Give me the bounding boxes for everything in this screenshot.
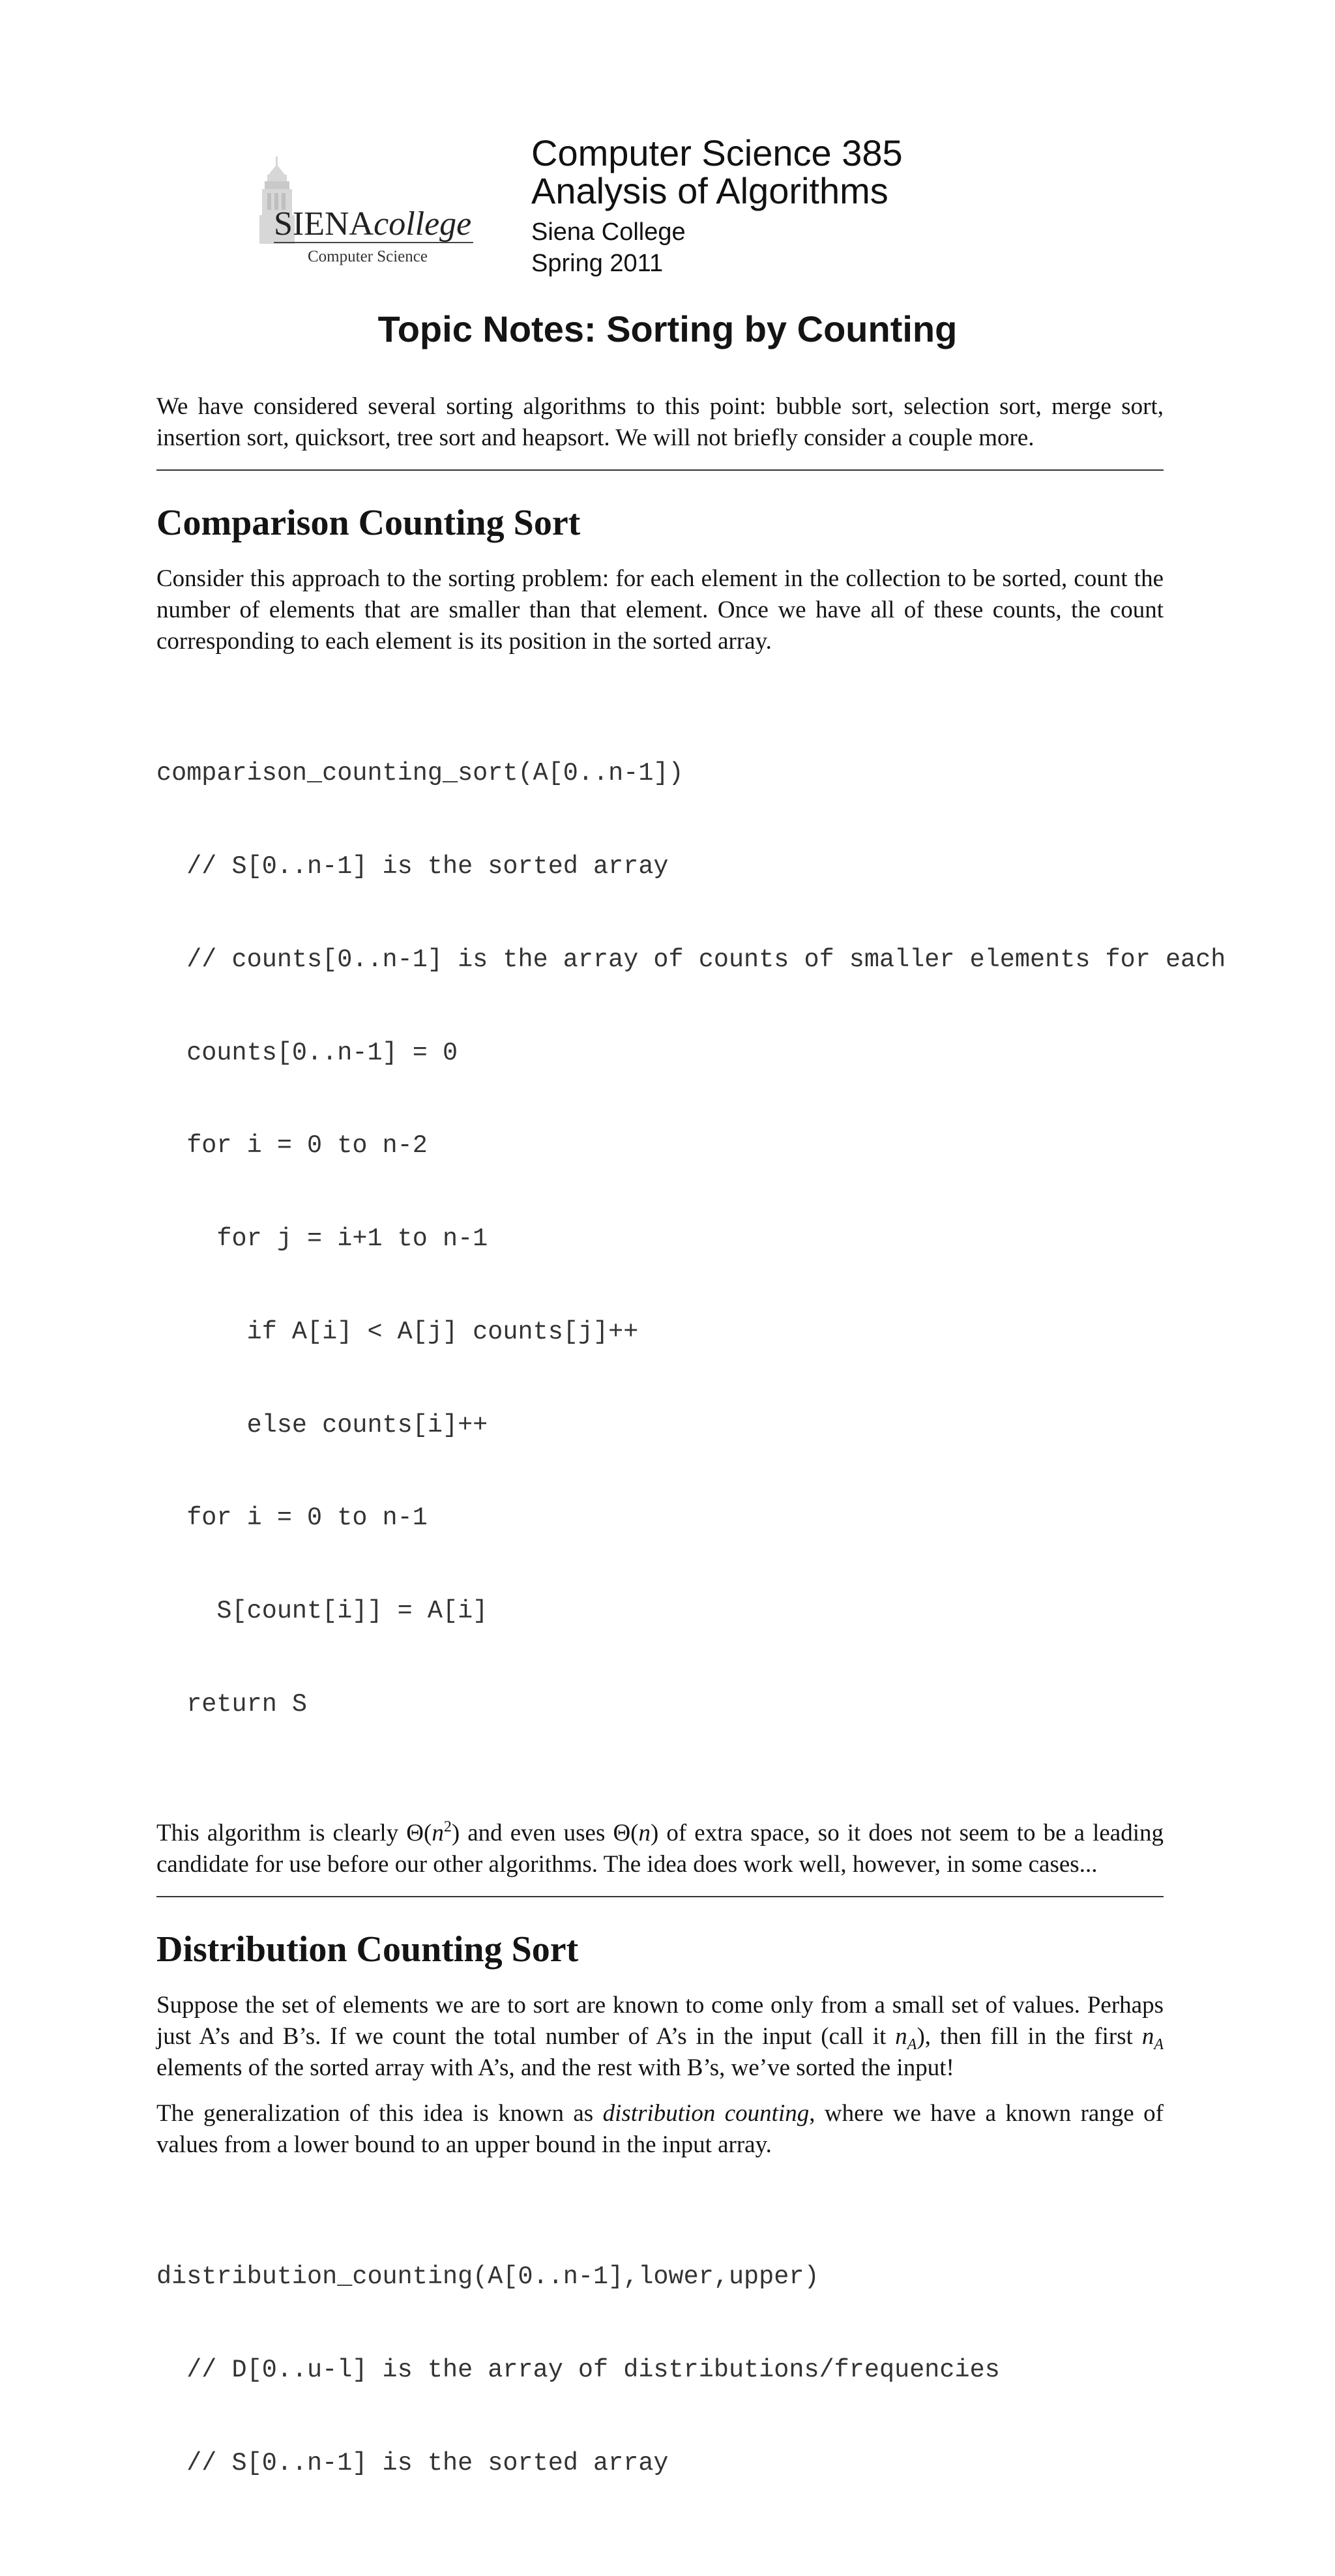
siena-college-logo bbox=[254, 156, 482, 274]
logo-name: SIENA bbox=[274, 205, 374, 243]
code-line: // S[0..n-1] is the sorted array bbox=[156, 851, 669, 881]
text-run: elements of the sorted array with A’s, and the rest with B’s, we’ve sorted the input! bbox=[156, 2054, 954, 2081]
logo-name-italic: college bbox=[374, 205, 472, 243]
complexity-paragraph: This algorithm is clearly $\Theta(n^2)$ and even uses Θ(n) of extra space, so it does not seem to be a leading candidate for use before our other algorithms. The idea does work well, however, in some cases... bbox=[156, 1818, 1164, 1878]
code-line: return S bbox=[156, 1690, 308, 1719]
theta-symbol: Θ bbox=[406, 1819, 424, 1846]
comparison-paragraph: Consider this approach to the sorting problem: for each element in the collection to be sorted, count the number of elements that are smaller than that element. Once we have all of these counts, the count corresponding to each element is its position in the sorted array. bbox=[156, 565, 1164, 655]
distribution-paragraph-1 bbox=[156, 1990, 1164, 2084]
code-line: distribution_counting(A[0..n-1],lower,upper) bbox=[156, 2262, 819, 2291]
text-run: , where we have a known range of values from a lower bound to an upper bound in the input array. bbox=[156, 2099, 1164, 2158]
theta-symbol: Θ bbox=[613, 1819, 631, 1846]
emphasis-term: distribution counting bbox=[602, 2099, 810, 2127]
code-line: if A[i] < A[j] counts[j]++ bbox=[156, 1317, 639, 1346]
math-n: n bbox=[638, 1819, 651, 1846]
text-run: and even uses bbox=[460, 1819, 613, 1846]
text-run: The generalization of this idea is known as bbox=[156, 2099, 603, 2127]
code-line: for j = i+1 to n-1 bbox=[156, 1224, 488, 1254]
math-exponent: 2 bbox=[443, 1818, 452, 1835]
code-line: for i = 0 to n-1 bbox=[156, 1503, 428, 1533]
code-line: // D[0..u-l] is the array of distributions/frequencies bbox=[156, 2355, 1000, 2384]
math-subscript: A bbox=[1154, 2036, 1164, 2053]
course-header bbox=[531, 134, 903, 279]
intro-paragraph: We have considered several sorting algorithms to this point: bubble sort, selection sort, merge sort, insertion sort, quicksort, tree sort and heapsort. We will not briefly consider a couple more. bbox=[156, 393, 1164, 451]
comparison-code-block bbox=[156, 696, 1330, 1783]
section-divider bbox=[156, 1896, 1164, 1897]
text-run: This algorithm is clearly bbox=[156, 1819, 407, 1846]
course-title: Analysis of Algorithms bbox=[531, 170, 888, 211]
code-line: for i = 0 to n-2 bbox=[156, 1131, 428, 1161]
code-line: else counts[i]++ bbox=[156, 1410, 488, 1440]
text-run: Suppose the set of elements we are to sort are known to come only from a small set of values. Perhaps just A’s and B’s. If we count the total number of A’s in the input (call it bbox=[156, 1991, 1164, 2050]
institution: Siena College bbox=[531, 218, 686, 246]
text-run: of extra space, so it does not seem to be a leading candidate for use before our other algorithms. The idea does work well, however, in some cases... bbox=[156, 1819, 1164, 1878]
document-title: Topic Notes: Sorting by Counting bbox=[377, 308, 958, 349]
code-line: comparison_counting_sort(A[0..n-1]) bbox=[156, 759, 684, 788]
code-line: // counts[0..n-1] is the array of counts of smaller elements for each bbox=[156, 945, 1226, 974]
logo-department: Computer Science bbox=[308, 248, 428, 265]
code-line: counts[0..n-1] = 0 bbox=[156, 1038, 458, 1067]
section-divider bbox=[156, 469, 1164, 471]
section-heading-distribution: Distribution Counting Sort bbox=[156, 1929, 579, 1970]
math-subscript: A bbox=[907, 2036, 917, 2053]
document-body bbox=[156, 391, 1226, 2576]
distribution-paragraph-2 bbox=[156, 2098, 1164, 2161]
section-heading-comparison: Comparison Counting Sort bbox=[156, 503, 581, 543]
math-n: n bbox=[1141, 2022, 1154, 2050]
text-run: ), then fill in the first bbox=[917, 2022, 1142, 2050]
math-n: n bbox=[432, 1819, 444, 1846]
code-line: S[count[i]] = A[i] bbox=[156, 1597, 488, 1626]
distribution-code-block bbox=[156, 2200, 1330, 2541]
code-line: // S[0..n-1] is the sorted array bbox=[156, 2448, 669, 2478]
logo-wordmark bbox=[274, 205, 471, 243]
math-n: n bbox=[895, 2022, 907, 2050]
course-number: Computer Science 385 bbox=[531, 132, 903, 173]
term: Spring 2011 bbox=[531, 250, 664, 277]
